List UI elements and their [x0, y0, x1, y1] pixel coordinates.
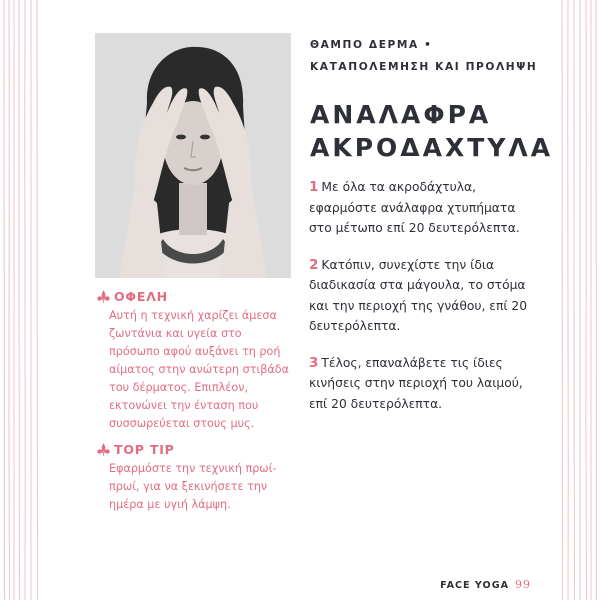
step-number: 3 [309, 354, 319, 371]
step-number: 1 [309, 179, 319, 195]
sidebar-notes [96, 289, 296, 514]
page-number: 99 [515, 578, 531, 591]
top-tip-text: Εφαρμόστε την τεχνική πρωί-πρωί, για να ξεκινήσετε την ημέρα με υγιή λάμψη. [109, 462, 277, 511]
instruction-steps [309, 177, 539, 430]
running-footer-title: FACE YOGA [440, 580, 509, 591]
page-title: ΑΝΑΛΑΦΡΑ ΑΚΡΟΔΑΧΤΥΛΑ [310, 100, 554, 162]
top-tip-heading-text: TOP TIP [114, 442, 175, 457]
benefits-heading-text: ΟΦΕΛΗ [114, 289, 168, 304]
benefits-heading [96, 289, 296, 305]
page-footer [440, 578, 531, 591]
photo-woman-tapping-forehead [95, 33, 291, 278]
step-number: 2 [309, 256, 319, 273]
step-2 [309, 255, 539, 337]
fleur-de-lis-icon [96, 443, 111, 457]
step-text: Τέλος, επαναλάβετε τις ίδιες κινήσεις στην περιοχή του λαιμού, επί 20 δευτερόλεπτα. [309, 355, 523, 411]
step-3 [309, 353, 539, 415]
fleur-de-lis-icon [96, 290, 111, 304]
step-text: Κατόπιν, συνεχίστε την ίδια διαδικασία στα μάγουλα, το στόμα και την περιοχή της γνάθου, επί 20 δευτερόλεπτα. [309, 257, 528, 333]
book-page [44, 0, 556, 600]
section-eyebrow: ΘΑΜΠΟ ΔΕΡΜΑ • ΚΑΤΑΠΟΛΕΜΗΣΗ ΚΑΙ ΠΡΟΛΗΨΗ [310, 39, 538, 73]
top-tip-heading [96, 442, 296, 458]
step-text: Με όλα τα ακροδάχτυλα, εφαρμόστε ανάλαφρα χτυπήματα στο μέτωπο επί 20 δευτερόλεπτα. [309, 180, 520, 235]
benefits-text: Αυτή η τεχνική χαρίζει άμεσα ζωντάνια και υγεία στο πρόσωπο αφού αυξάνει τη ροή αίματος στην ανώτερη στιβάδα του δέρματος. Επιπλέον, εκτονώνει την ένταση που συσσωρεύεται στους μυς. [109, 309, 289, 430]
step-1 [309, 177, 539, 239]
